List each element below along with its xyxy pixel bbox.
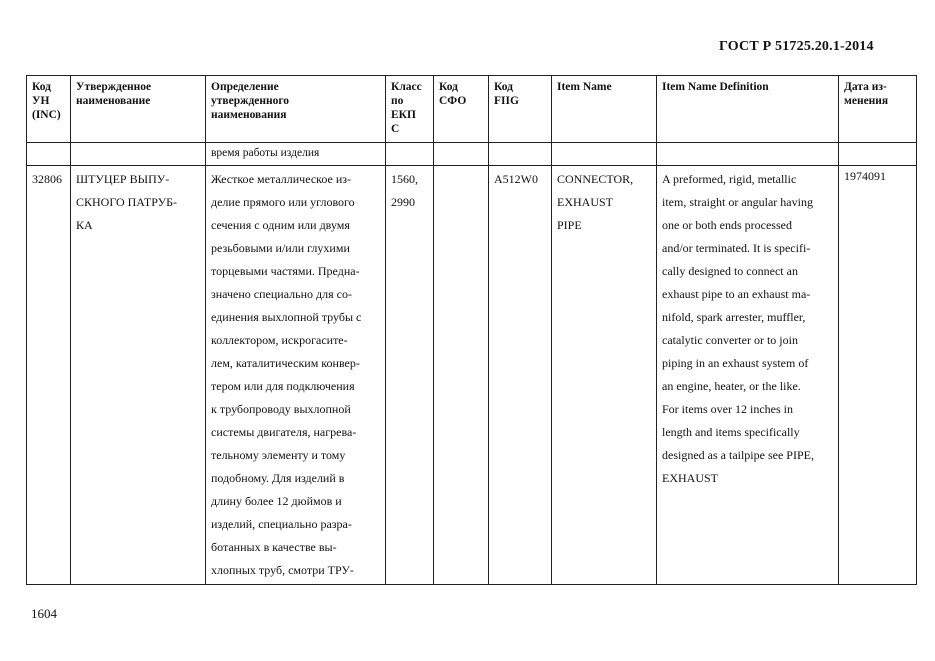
col-header-sfo-code: Код СФО xyxy=(434,76,489,143)
header-row xyxy=(27,76,917,143)
cell-empty xyxy=(839,143,917,166)
col-header-approved-name: Утвержденное наименование xyxy=(71,76,206,143)
col-header-inc: Код УН (INC) xyxy=(27,76,71,143)
definition-text: Жесткое металлическое из- делие прямого или углового сечения с одним или двумя резьбовыми и/или глухими торцевыми частями. Предна- значено специально для со- единения выхлопной трубы с коллектором, искрогасите- лем, каталитическим конвер- тером или для подключения к трубопроводу выхлопной системы двигателя, нагрева- тельному элементу и тому подобному. Для изделий в длину более 12 дюймов и изделий, специально разра- ботанных в качестве вы- хлопных труб, смотри ТРУ- xyxy=(206,166,386,585)
table-row xyxy=(27,166,917,585)
continuation-row xyxy=(27,143,917,166)
standard-table xyxy=(26,75,917,585)
change-date: 1974091 xyxy=(839,166,917,585)
col-header-definition: Определение утвержденного наименования xyxy=(206,76,386,143)
cell-empty xyxy=(27,143,71,166)
col-header-fiig-code: Код FIIG xyxy=(489,76,552,143)
fiig-code: A512W0 xyxy=(489,166,552,585)
cell-empty xyxy=(552,143,657,166)
cell-empty xyxy=(489,143,552,166)
cell-empty xyxy=(71,143,206,166)
item-name: CONNECTOR, EXHAUST PIPE xyxy=(552,166,657,585)
inc-code: 32806 xyxy=(27,166,71,585)
col-header-change-date: Дата из- менения xyxy=(839,76,917,143)
sfo-code xyxy=(434,166,489,585)
approved-name: ШТУЦЕР ВЫПУ- СКНОГО ПАТРУБ- КА xyxy=(71,166,206,585)
definition-tail: время работы изделия xyxy=(206,143,386,166)
col-header-item-name: Item Name xyxy=(552,76,657,143)
col-header-item-definition: Item Name Definition xyxy=(657,76,839,143)
page-number: 1604 xyxy=(31,606,57,621)
col-header-ekps-class: Класс по ЕКП С xyxy=(386,76,434,143)
cell-empty xyxy=(434,143,489,166)
cell-empty xyxy=(386,143,434,166)
item-definition: A preformed, rigid, metallic item, straight or angular having one or both ends processed and/or terminated. It is specifi- cally designed to connect an exhaust pipe to an exhaust ma- nifold, spark arrester, muffler, catalytic converter or to join piping in an exhaust system of an engine, heater, or the like. For items over 12 inches in length and items specifically designed as a tailpipe see PIPE, EXHAUST xyxy=(657,166,839,585)
ekps-class: 1560, 2990 xyxy=(386,166,434,585)
cell-empty xyxy=(657,143,839,166)
document-code: ГОСТ Р 51725.20.1-2014 xyxy=(719,39,874,54)
